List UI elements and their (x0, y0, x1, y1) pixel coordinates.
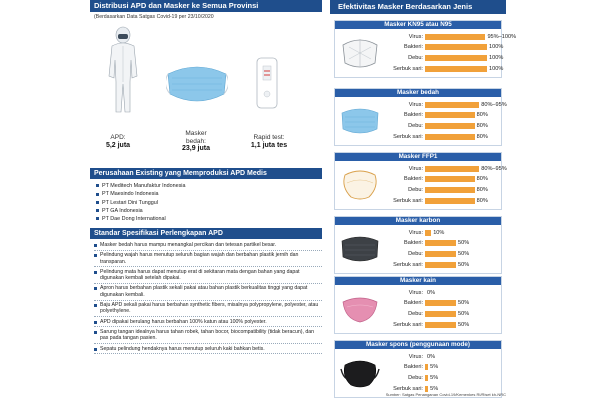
list-item: PT Maesindo Indonesia (96, 190, 322, 198)
bar-row (383, 374, 501, 382)
source-note: Sumber: Satgas Penanganan Covid-19/Kemenkes RI/Riset kh-NRC (385, 392, 506, 397)
bar-value-label: 50% (458, 240, 470, 246)
bar (425, 251, 456, 257)
mask-panel (334, 216, 502, 274)
category-label: Serbuk sari: (393, 66, 423, 72)
category-label: Debu: (408, 55, 423, 61)
bar (425, 112, 475, 118)
apd-value: 5,2 juta (105, 141, 131, 149)
bar-row (383, 229, 501, 237)
bar-row (383, 250, 501, 258)
bar (425, 34, 485, 40)
mask-panel-body (335, 225, 501, 273)
bar-value-label: 100% (489, 55, 504, 61)
distribution-title: Distribusi APD dan Masker ke Semua Provinsi (90, 0, 322, 12)
category-label: Virus: (408, 290, 423, 296)
bar-value-label: 80% (476, 198, 488, 204)
bar-row (383, 133, 501, 141)
bar (425, 123, 475, 129)
rapid-test-icon (254, 56, 280, 110)
bar (425, 311, 456, 317)
apd-distribution-row (90, 20, 322, 150)
left-column (90, 0, 322, 400)
rapid-test-stat (244, 134, 294, 149)
mask-panel-title: Masker kain (335, 277, 501, 285)
category-label: Debu: (408, 375, 423, 381)
category-label: Debu: (408, 123, 423, 129)
list-item: PT GA Indonesia (96, 207, 322, 215)
bar-row (383, 363, 501, 371)
bar (425, 364, 428, 370)
bar (425, 198, 475, 204)
list-item: Masker bedah harus mampu menangkal percikan dan tetesan partikel besar. (94, 240, 322, 250)
bar-track (425, 300, 487, 306)
bar (425, 262, 456, 268)
bar-row (383, 111, 501, 119)
bar-value-label: 0% (427, 354, 436, 360)
category-label: Debu: (408, 187, 423, 193)
list-item: Apron harus berbahan plastik sekali pakai atau bahan plastik berkualitas tinggi yang dapat digunakan kembali. (94, 284, 322, 301)
mask-panel-title: Masker bedah (335, 89, 501, 97)
bar-row (383, 175, 501, 183)
list-item: PT Dae Dong International (96, 215, 322, 223)
category-label: Serbuk sari: (393, 386, 423, 392)
category-label: Bakteri: (404, 176, 423, 182)
mask-panel-body (335, 161, 507, 209)
mask-panel-body (335, 97, 507, 145)
bar-track (425, 311, 487, 317)
category-label: Virus: (408, 34, 423, 40)
bar-track (425, 251, 487, 257)
category-label: Bakteri: (404, 364, 423, 370)
bar-value-label: 80% (476, 187, 488, 193)
mask-panel (334, 276, 502, 334)
bar-value-label: 95%–100% (487, 34, 517, 40)
right-column (330, 0, 517, 400)
bar-value-label: 80% (476, 123, 488, 129)
bar-value-label: 80%–95% (481, 166, 507, 172)
bar-row (383, 43, 504, 51)
bar (425, 322, 456, 328)
mask-panel-body (335, 285, 501, 333)
ppe-suit-icon (104, 26, 142, 114)
bar-row (383, 33, 517, 41)
mask-panel-title: Masker FFP1 (335, 153, 501, 161)
bar-track (425, 240, 487, 246)
bar-value-label: 50% (458, 262, 470, 268)
bar (425, 375, 428, 381)
bar-row (383, 165, 507, 173)
bar-value-label: 80% (476, 176, 488, 182)
bar-value-label: 80% (476, 134, 488, 140)
category-label: Serbuk sari: (393, 198, 423, 204)
category-label: Debu: (408, 311, 423, 317)
bar-row (383, 197, 501, 205)
bar (425, 166, 479, 172)
bar (425, 300, 456, 306)
bar (425, 102, 479, 108)
bar-value-label: 5% (430, 364, 439, 370)
bar (425, 134, 475, 140)
bar (425, 187, 475, 193)
list-item: PT Lestari Dini Tunggul (96, 199, 322, 207)
bar-row (383, 101, 507, 109)
bar (425, 176, 475, 182)
mask-panel-title: Masker karbon (335, 217, 501, 225)
bar-value-label: 100% (489, 44, 504, 50)
bar-value-label: 5% (430, 375, 439, 381)
bar-track (425, 66, 487, 72)
bar-row (383, 261, 501, 269)
bar-value-label: 50% (458, 311, 470, 317)
mask-panel-body (335, 29, 517, 77)
apd-label: APD: (110, 134, 126, 141)
bar-value-label: 80%–95% (481, 102, 507, 108)
list-item: Sepatu pelindung hendaknya harus menutup seluruh kaki bahkan betis. (94, 344, 322, 354)
mask-label: Masker bedah: (185, 130, 207, 145)
bar-row (383, 321, 501, 329)
category-label: Bakteri: (404, 300, 423, 306)
bar (425, 66, 487, 72)
bar-row (383, 54, 504, 62)
standards-title: Standar Spesifikasi Perlengkapan APD (90, 228, 322, 239)
bar-value-label: 50% (458, 322, 470, 328)
category-label: Serbuk sari: (393, 134, 423, 140)
mask-panel (334, 88, 507, 146)
distribution-subtitle: (Berdasarkan Data Satgas Covid-19 per 23/10/2020 (94, 14, 214, 20)
bar-row (383, 299, 501, 307)
bar-track (425, 102, 487, 108)
standards-list (90, 239, 322, 354)
category-label: Serbuk sari: (393, 262, 423, 268)
category-label: Virus: (408, 354, 423, 360)
bar-track (425, 322, 487, 328)
category-label: Bakteri: (404, 240, 423, 246)
list-item: Sarung tangan idealnya harus tahan robek, tahan bocor, biocompatibility (tidak beracun), dan pas pada tangan pasien. (94, 327, 322, 344)
mask-value: 23,9 juta (181, 145, 210, 152)
bar-value-label: 10% (433, 230, 445, 236)
mask-panel (334, 340, 502, 398)
bar-row (383, 310, 501, 318)
category-label: Virus: (408, 102, 423, 108)
rapid-test-value: 1,1 juta tes (250, 141, 288, 149)
bar-value-label: 5% (430, 386, 439, 392)
list-item: Pelindung mata harus dapat menutup erat di sekitaran mata dengan bahan yang dapat digunakan kembali setelah dipakai. (94, 267, 322, 284)
mask-stat (174, 130, 218, 153)
bar-track (425, 262, 487, 268)
category-label: Bakteri: (404, 112, 423, 118)
companies-title: Perusahaan Existing yang Memproduksi APD Medis (90, 168, 322, 179)
bar-row (383, 239, 501, 247)
bar-row (383, 186, 501, 194)
rapid-test-label: Rapid test: (253, 134, 285, 141)
category-label: Bakteri: (404, 44, 423, 50)
chart-title: Efektivitas Masker Berdasarkan Jenis (330, 0, 506, 14)
bar (425, 230, 431, 236)
bar-row (383, 289, 501, 297)
bar-row (383, 353, 501, 361)
bar-value-label: 0% (427, 290, 436, 296)
list-item: Baju APD sekali pakai harus berbahan synthetic fibers, misalnya polypropylene, polyester, atau polyethylene. (94, 301, 322, 318)
mask-panel (334, 20, 517, 78)
list-item: Pelindung wajah harus menutup seluruh bagian wajah dan berbahan plastik jernih dan transparan. (94, 251, 322, 268)
mask-panel-title: Masker spons (penggunaan mode) (335, 341, 501, 349)
bar-row (383, 65, 504, 73)
category-label: Virus: (408, 166, 423, 172)
company-list (90, 179, 322, 226)
surgical-mask-icon (166, 60, 228, 106)
bar-value-label: 50% (458, 300, 470, 306)
bar (425, 240, 456, 246)
bar (425, 55, 487, 61)
category-label: Virus: (408, 230, 423, 236)
bar-track (425, 34, 487, 40)
list-item: PT Meditech Manufaktur Indonesia (96, 182, 322, 190)
mask-panel-title: Masker KN95 atau N95 (335, 21, 501, 29)
bar-track (425, 44, 487, 50)
bar-value-label: 80% (476, 112, 488, 118)
list-item: APD dipakai berulang harus berbahan 100% katun atau 100% polyester. (94, 317, 322, 327)
bar-row (383, 122, 501, 130)
category-label: Debu: (408, 251, 423, 257)
mask-panel (334, 152, 507, 210)
bar-value-label: 50% (458, 251, 470, 257)
apd-stat (96, 134, 140, 149)
bar-track (425, 166, 487, 172)
bar-value-label: 100% (489, 66, 504, 72)
bar (425, 44, 487, 50)
bar-track (425, 55, 487, 61)
mask-panel-body (335, 349, 501, 397)
category-label: Serbuk sari: (393, 322, 423, 328)
